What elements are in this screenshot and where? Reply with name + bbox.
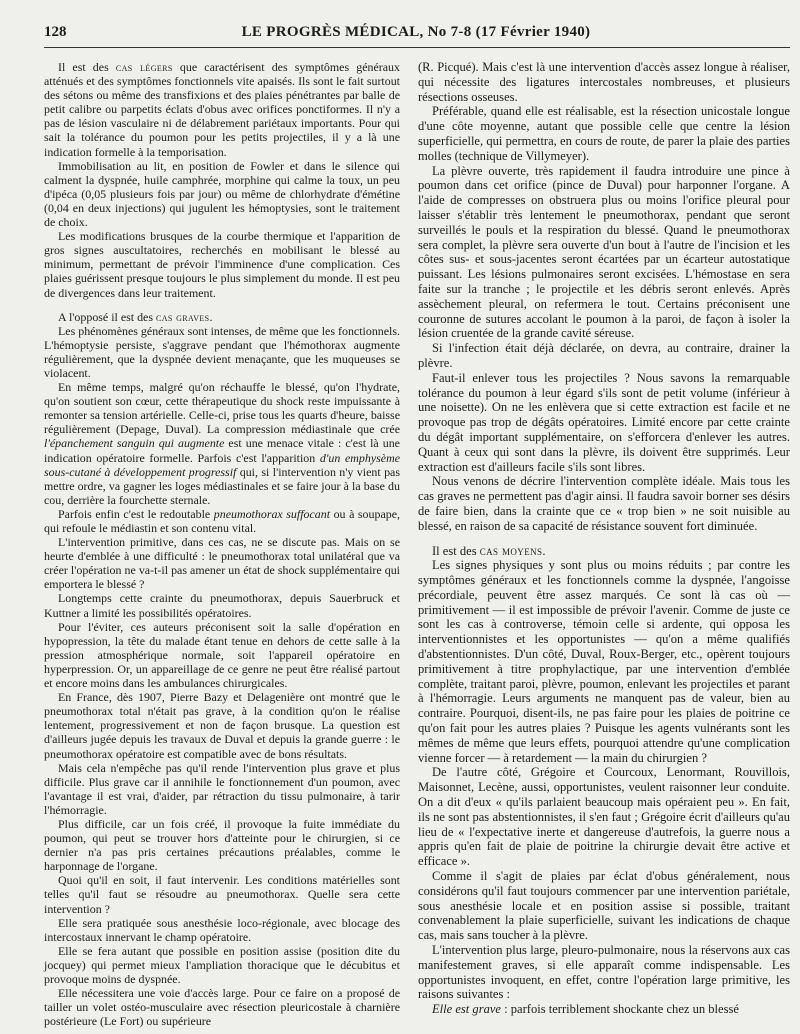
paragraph: Faut-il enlever tous les projectiles ? Nous savons la remarquable tolérance du poumon à leur égard s'ils sont de petit volume (inférieur à une noisette). On ne les enlèvera que si cette extraction est facile et ne provoque pas trop de dégâts opératoires. Limité encore par cette crainte du dégât important supplémentaire, on s'efforcera d'enlever les autres. Quant à ceux qui sont dans la plèvre, ils doivent être supprimés. Leur extraction est d'ailleurs facile s'ils sont libres. (418, 370, 790, 474)
emphasis: l'épanchement sanguin qui augmente (44, 436, 225, 451)
paragraph: Les signes physiques y sont plus ou moins réduits ; par contre les symptômes généraux et les fonctionnels comme la dyspnée, l'angoisse précordiale, peuvent être assez marqués. Ce sont là cas où — primitivement — il est impossible de prévoir l'avenir. Comme de juste ce sont les cas à controverse, témoin celle si ardente, qui opposa les interventionnistes et les opportunistes — qu'on a même qualifiés d'abstentionnistes. D'un côté, Duval, Roux-Berger, etc., opèrent toujours primitivement à titre prophylactique, par une intervention d'emblée complète, traitant paroi, plèvre, poumon, enlevant les projectiles et parant à l'hémorragie. Leurs arguments ne manquent pas de valeur, bien au contraire. Pourquoi, disent-ils, ne pas faire pour les plaies de poitrine ce qu'on fait pour les autres plaies ? Puisque les agents vulnérants sont les mêmes de même que leurs effets, pourquoi attendre qu'une complication vienne forcer — à retardement — la main du chirurgien ? (418, 558, 790, 765)
paragraph: Mais cela n'empêche pas qu'il rende l'intervention plus grave et plus difficile. Plus grave car il annihile le fonctionnement d'un poumon, avec l'avantage il est vrai, d'aider, par rétraction du tissu pulmonaire, à tarir l'hémorragie. (44, 760, 400, 817)
paragraph: Comme il s'agit de plaies par éclat d'obus généralement, nous considérons qu'il faut toujours commencer par une intervention pariétale, sous anesthésie locale et en position assise si possible, traitant convenablement la plaie superficielle, suivant les indications de chaque cas, mais sans toucher à la plèvre. (418, 869, 790, 943)
paragraph: Elle se fera autant que possible en position assise (position dite du jocquey) qui permet mieux l'ampliation thoracique que le décubitus et provoque moins de dyspnée. (44, 943, 400, 986)
paragraph: Elle est grave : parfois terriblement shockante chez un blessé (432, 1002, 739, 1017)
header-rule (44, 47, 790, 48)
page-number: 128 (44, 24, 67, 40)
paragraph: (R. Picqué). Mais c'est là une intervention d'accès assez longue à réaliser, qui nécessite des ligatures intercostales nombreuses, et plusieurs résections osseuses. (418, 60, 790, 104)
emphasis: pneumothorax suffocant (213, 506, 331, 521)
section-label: cas moyens (479, 543, 543, 558)
running-head: LE PROGRÈS MÉDICAL, No 7-8 (17 Février 1940) (241, 24, 591, 40)
paragraph: De l'autre côté, Grégoire et Courcoux, Lenormant, Rouvillois, Maisonnet, Lecène, aussi, opportunistes, veulent raisonner leur conduite. On a dit d'eux « qu'ils parlaient beaucoup mais opéraient peu ». En fait, ils ne sont pas abstentionnistes, il s'en faut ; Grégoire écrit d'ailleurs qu'au lieu de « l'expectative inerte et dangereuse d'autrefois, la guerre nous a appris qu'en fait de plaie de poitrine la chirurgie devait être active et efficace ». (418, 765, 790, 869)
paragraph: Elle sera pratiquée sous anesthésie loco-régionale, avec blocage des intercostaux innervant le champ opératoire. (44, 915, 400, 944)
paragraph: A l'opposé il est des cas graves. (58, 309, 213, 324)
paragraph: Les modifications brusques de la courbe thermique et l'apparition de gros signes auscultatoires, recherchés en mobilisant le blessé au minimum, permettant de prévoir l'imminence d'une complication. Ces plaies guérissent presque toujours le plus simplement du monde. Il est peu de divergences dans leur traitement. (44, 229, 400, 300)
paragraph: Immobilisation au lit, en position de Fowler et dans le silence qui calment la dyspnée, huile camphrée, morphine qui calme la toux, un peu d'ipéca (0,05 plusieurs fois par jour) ou même de chlorhydrate d'émétine (0,04 en deux injections) qui jugulent les hémoptysies, sont le traitement de choix. (44, 158, 400, 230)
page-header (44, 22, 788, 46)
paragraph: L'intervention plus large, pleuro-pulmonaire, nous la réservons aux cas manifestement graves, si elle apparaît comme indispensable. Les opportunistes invoquent, en effet, contre l'opération large primitive, les raisons suivantes : (418, 943, 790, 1002)
right-column (418, 60, 790, 1017)
section-label: cas graves (155, 309, 210, 324)
paragraph: Nous venons de décrire l'intervention complète idéale. Mais tous les cas graves ne permettent pas d'agir ainsi. Il faudra savoir borner ses désirs de faire bien, dans la crainte que ce « trop bien » ne soit nuisible au blessé, en raison de sa capacité de résistance souvent fort diminuée. (418, 474, 790, 533)
paragraph: Il est des cas légers que caractérisent des symptômes généraux atténués et des symptômes fonctionnels vite apaisés. Ils sont le fait surtout des sétons ou même des transfixions et des plaies pénétrantes par balle de petit calibre ou parpetits éclats d'obus avec orifices ponctiformes. Il n'y a pas de lésion vasculaire ni de délabrement pariétaux importants. Pour qui sait la tolérance du poumon pour les petits projectiles, il y a là une indication formelle à la temporisation. (44, 60, 400, 159)
emphasis: Elle est grave (432, 1002, 501, 1017)
paragraph: Il est des cas moyens. (432, 543, 546, 558)
paragraph: Si l'infection était déjà déclarée, on devra, au contraire, drainer la plèvre. (418, 341, 790, 370)
left-column (44, 60, 400, 1028)
emphasis: d'un emphysème sous-cutané à développement progressif (44, 450, 401, 479)
paragraph: Pour l'éviter, ces auteurs préconisent soit la salle d'opération en hypopression, la tête du malade étant tenue en dehors de cette salle à la pression atmosphérique normale, soit l'appareil opératoire en hyperpression. Or, un appareillage de ce genre ne peut être réalisé partout et encore moins dans les ambulances chirurgicales. (44, 619, 400, 691)
paragraph: Plus difficile, car un fois créé, il provoque la fuite immédiate du poumon, qui peut se trouver hors d'atteinte pour le chirurgien, si ce dernier n'a pas pris certaines précautions préalables, comme le harponnage de l'organe. (44, 816, 400, 874)
paragraph: L'intervention primitive, dans ces cas, ne se discute pas. Mais on se heurte d'emblée à une difficulté : le pneumothorax total unilatéral que va créer l'opération ne va-t-il pas amener un état de shock supplémentaire qui emportera le blessé ? (44, 535, 400, 592)
paragraph: Elle nécessitera une voie d'accès large. Pour ce faire on a proposé de tailler un volet ostéo-musculaire avec résection pleuricostale à charnière postérieure (Le Fort) ou supérieure (44, 986, 400, 1029)
section-label: cas légers (115, 60, 173, 74)
paragraph: Longtemps cette crainte du pneumothorax, depuis Sauerbruck et Kuttner a limité les possibilités opératoires. (44, 591, 400, 620)
paragraph: En France, dès 1907, Pierre Bazy et Delagenière ont montré que le pneumothorax total n'était pas grave, à la condition qu'on le réalise lentement, progressivement et non de façon brusque. La question est d'ailleurs jugée depuis les travaux de Duval et depuis la grande guerre : le pneumothorax opératoire est compatible avec de bons résultats. (44, 690, 400, 761)
paragraph: En même temps, malgré qu'on réchauffe le blessé, qu'on l'hydrate, qu'on soutient son cœur, cette thérapeutique du shock reste impuissante à remonter sa tension artérielle. Celle-ci, prise tous les quarts d'heure, baisse régulièrement (Depage, Duval). La compression médiastinale que crée l'épanchement sanguin qui augmente est une menace vitale : c'est là une indication opératoire formelle. Parfois c'est l'apparition d'un emphysème sous-cutané à développement progressif qui, si l'intervention n'y vient pas mettre ordre, va gagner les loges médiastinales et se faire jour à la base du cou, derrière la fourchette sternale. (44, 380, 401, 507)
paragraph: La plèvre ouverte, très rapidement il faudra introduire une pince à poumon dans cet orifice (pince de Duval) pour harponner l'organe. A l'aide de compresses on obstruera plus ou moins l'orifice pleural pour laisser s'établir très lentement le pneumothorax, pendant que seront surveillés le pouls et la respiration du blessé. Quand le pneumothorax sera complet, la plèvre sera ouverte d'un bout à l'autre de l'incision et les côtes sus- et sous-jacentes seront écartées par un écarteur autostatique puissant. Les lésions pulmonaires seront excisées. L'hémostase en sera faite sur la tranche ; le projectile et les débris seront enlevés. Après assèchement pleural, on refermera le tout. Certains préconisent une couronne de sutures accolant le poumon à la paroi, de façon à isoler la lésion cruentée de la grande cavité séreuse. (418, 163, 790, 341)
paragraph: Quoi qu'il en soit, il faut intervenir. Les conditions matérielles sont telles qu'il faut se résoudre au pneumothorax. Quelle sera cette intervention ? (44, 873, 400, 916)
paragraph: Préférable, quand elle est réalisable, est la résection unicostale longue d'une côte moyenne, autant que possible celle que centre la lésion superficielle, qui permettra, en cours de route, de parer la plaie des parties molles (technique de Villymeyer). (418, 104, 790, 163)
paragraph: Les phénomènes généraux sont intenses, de même que les fonctionnels. L'hémoptysie persiste, s'aggrave pendant que l'hémothorax augmente régulièrement, que la dyspnée devient menaçante, que les muqueuses se violacent. (44, 323, 400, 380)
paragraph: Parfois enfin c'est le redoutable pneumothorax suffocant ou à soupape, qui refoule le médiastin et son contenu vital. (44, 506, 401, 535)
